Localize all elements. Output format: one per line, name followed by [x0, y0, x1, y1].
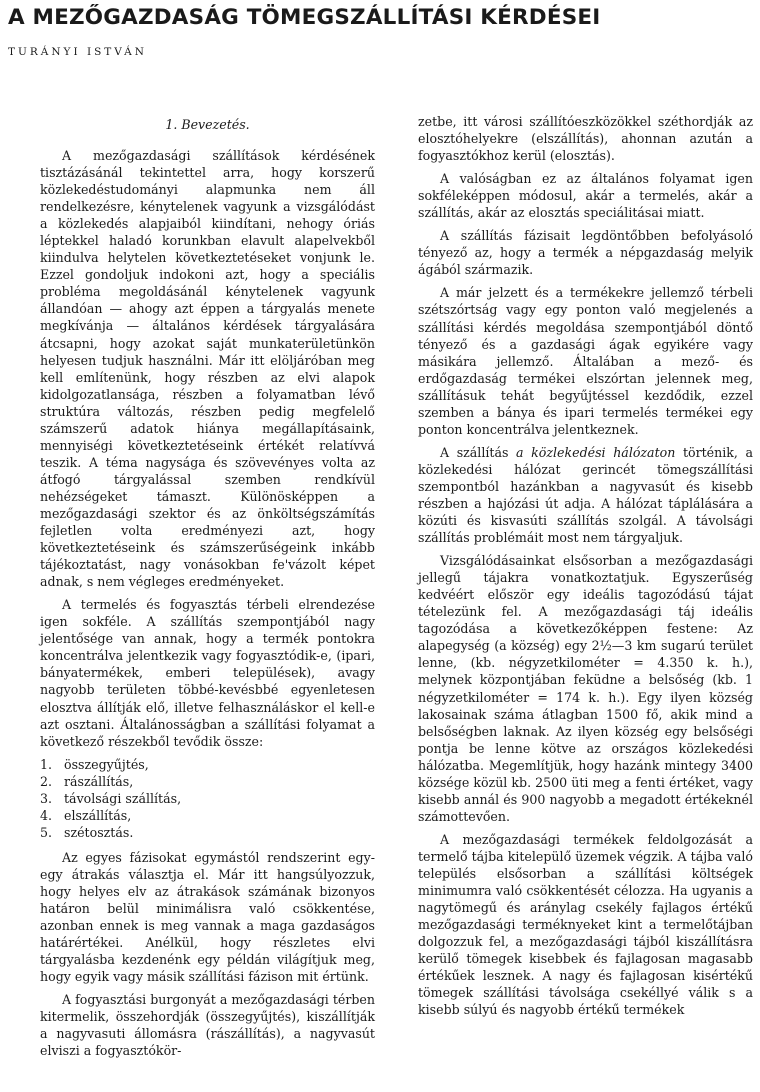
- left-column: [40, 116, 375, 1065]
- list-item-number: 1.: [40, 756, 53, 772]
- text-span: A szállítás: [440, 444, 517, 460]
- list-item: [40, 756, 375, 773]
- paragraph: Az egyes fázisokat egymástól rendszerint egy-egy átrakás választja el. Már itt hangsúlyozzuk, hogy helyes elv az átrakások számának bizonyos határon belül minimálisra való csökkentése, azonban ennek is meg vannak a maga gazdaságos határértékei. Anélkül, hogy részletes elvi tárgyalásba kezdenénk egy példán világítjuk meg, hogy egyik vagy másik szállítási fázison mit értünk.: [40, 849, 375, 985]
- article-title: A MEZŐGAZDASÁG TÖMEGSZÁLLÍTÁSI KÉRDÉSEI: [8, 5, 601, 30]
- emphasis-text: a közlekedési hálózaton: [516, 444, 676, 460]
- paragraph-continuation: zetbe, itt városi szállítóeszközökkel széthordják az elosztóhelyekre (elszállítás), ahonnan azután a fogyasztókhoz kerül (elosztás).: [418, 114, 753, 164]
- list-item-label: távolsági szállítás,: [64, 790, 182, 806]
- list-item-number: 3.: [40, 790, 53, 806]
- article-author: TURÁNYI ISTVÁN: [8, 46, 147, 58]
- list-item-label: szétosztás.: [64, 824, 134, 840]
- list-item: [40, 824, 375, 841]
- paragraph: A valóságban ez az általános folyamat igen sokféleképpen módosul, akár a termelés, akár a szállítás, akár az elosztás speciálitásai miatt.: [418, 171, 753, 221]
- list-item-number: 2.: [40, 773, 53, 789]
- list-item-number: 5.: [40, 824, 53, 840]
- paragraph: A termelés és fogyasztás térbeli elrendezése igen sokféle. A szállítás szempontjából nagy jelentősége van annak, hogy a termék pontokra koncentrálva jelentkezik vagy fogyasztódik-e, (ipari, bányatermékek, emberi települések), avagy nagyobb területen többé-kevésbbé egyenletesen elosztva állítják elő, illetve felhasználáskor el kell-e azt osztani. Általánosságban a szállítási folyamat a következő részekből tevődik össze:: [40, 597, 375, 749]
- paragraph: A mezőgazdasági termékek feldolgozását a termelő tájba kitelepülő üzemek végzik. A tájba való település elsősorban a szállítási költségek minimumra való csökkentését célozza. Ha ugyanis a nagytömegű és aránylag csekély fajlagos értékű mezőgazdasági terméknyeket kint a termelőtájban dolgozzuk fel, a mezőgazdasági tájból kiszállításra kerülő tömegek kisebbek és fajlagosan magasabb értékűek lesznek. A nagy és fajlagosan kisértékű tömegek szállítási távolsága csekéllyé válik s a kisebb súlyú és nagyobb értékű termékek: [418, 831, 753, 1018]
- list-item-label: összegyűjtés,: [64, 756, 149, 772]
- paragraph: Vizsgálódásainkat elsősorban a mezőgazdasági jellegű tájakra vonatkoztatjuk. Egyszerűség kedvéért először egy ideális tagozódású tájat tételezünk fel. A mezőgazdasági táj ideális tagozódása a következőképpen festene: Az alapegység (a község) egy 2½—3 km sugarú terület lenne, (kb. négyzetkilométer = 4.350 k. h.), melynek központjában feküdne a belsőség (kb. 1 négyzetkilométer = 174 k. h.). Egy ilyen község lakosainak száma átlagban 1500 fő, akik mind a belsőségben laknak. Az ilyen község egy belsőségi pontja be lenne kötve az országos közlekedési hálózatba. Megemlítjük, hogy hazánk mintegy 3400 községe közül kb. 2500 üti meg a fenti értéket, vagy kisebb annál és 900 nagyobb a megadott értékeknél számottevően.: [418, 553, 753, 824]
- network-paragraph: [418, 444, 753, 546]
- paragraph: A már jelzett és a termékekre jellemző térbeli szétszórtság vagy egy ponton való megjelenés a szállítási kérdés megoldása szempontjából döntő tényező és a gazdasági ágak egyikére vagy másikára jellemző. Általában a mező- és erdőgazdaság termékei elszórtan jelennek meg, szállításuk tehát begyűjtéssel kezdődik, ezzel szemben a bánya és ipari termelés termékei egy ponton koncentrálva jelentkeznek.: [418, 285, 753, 437]
- right-column: [418, 113, 753, 1024]
- list-item-number: 4.: [40, 807, 53, 823]
- section-heading: 1. Bevezetés.: [165, 117, 250, 132]
- text-span: történik, a közlekedési hálózat gerincét tömegszállítási szempontból hazánkban a nagyvasút és kisebb részben a hajózási út adja. A hálózat táplálására a közúti és kisvasúti szállítás szolgál. A távolsági szállítás problémáit most nem tárgyaljuk.: [418, 444, 754, 546]
- list-item-label: rászállítás,: [64, 773, 134, 789]
- paragraph: A fogyasztási burgonyát a mezőgazdasági térben kitermelik, összehordják (összegyűjtés), kiszállítják a nagyvasuti állomásra (rászállítás), a nagyvasút elviszi a fogyasztókör-: [40, 992, 375, 1059]
- list-item: [40, 807, 375, 824]
- list-item: [40, 790, 375, 807]
- paragraph: A mezőgazdasági szállítások kérdésének tisztázásánál tekintettel arra, hogy korszerű közlekedéstudományi alapmunka nem áll rendelkezésre, kénytelenek vagyunk a vizsgálódást a közlekedés alapjaiból kiindítani, nehogy óriás léptekkel haladó korunkban elavult alapelvekből kiindulva helytelen következtetéseket vonjunk le. Ezzel gondoljuk indokoni azt, hogy a speciális probléma megoldásánál kénytelenek vagyunk állandóan — ahogy azt éppen a tárgyalás menete megkívánja — általános kérdések tárgyalására átcsapni, hogy azokat saját munkaterületünkön helyesen tudjuk használni. Már itt elöljáróban meg kell említenünk, hogy részben az elvi alapok kidolgozatlansága, részben a folyamatban lévő struktúra változás, részben pedig megfelelő számszerű adatok hiánya megállapításaink, mennyiségi következtetéseink értékét relatívvá teszik. A téma nagysága és szövevényes volta az átfogó tárgyalással szemben rendkívül nehézségeket támaszt. Különösképpen a mezőgazdasági szektor és az önköltségszámítás fejletlen volta eredményezi azt, hogy következtetéseink és számszerűségeink inkább tájékoztatást, nagy vonásokban fe'vázolt képet adnak, s nem végleges eredményeket.: [40, 148, 375, 590]
- process-steps-list: [40, 756, 375, 841]
- list-item: [40, 773, 375, 790]
- paragraph: A szállítás fázisait legdöntőbben befolyásoló tényező az, hogy a termék a népgazdaság melyik ágából származik.: [418, 228, 753, 278]
- list-item-label: elszállítás,: [64, 807, 132, 823]
